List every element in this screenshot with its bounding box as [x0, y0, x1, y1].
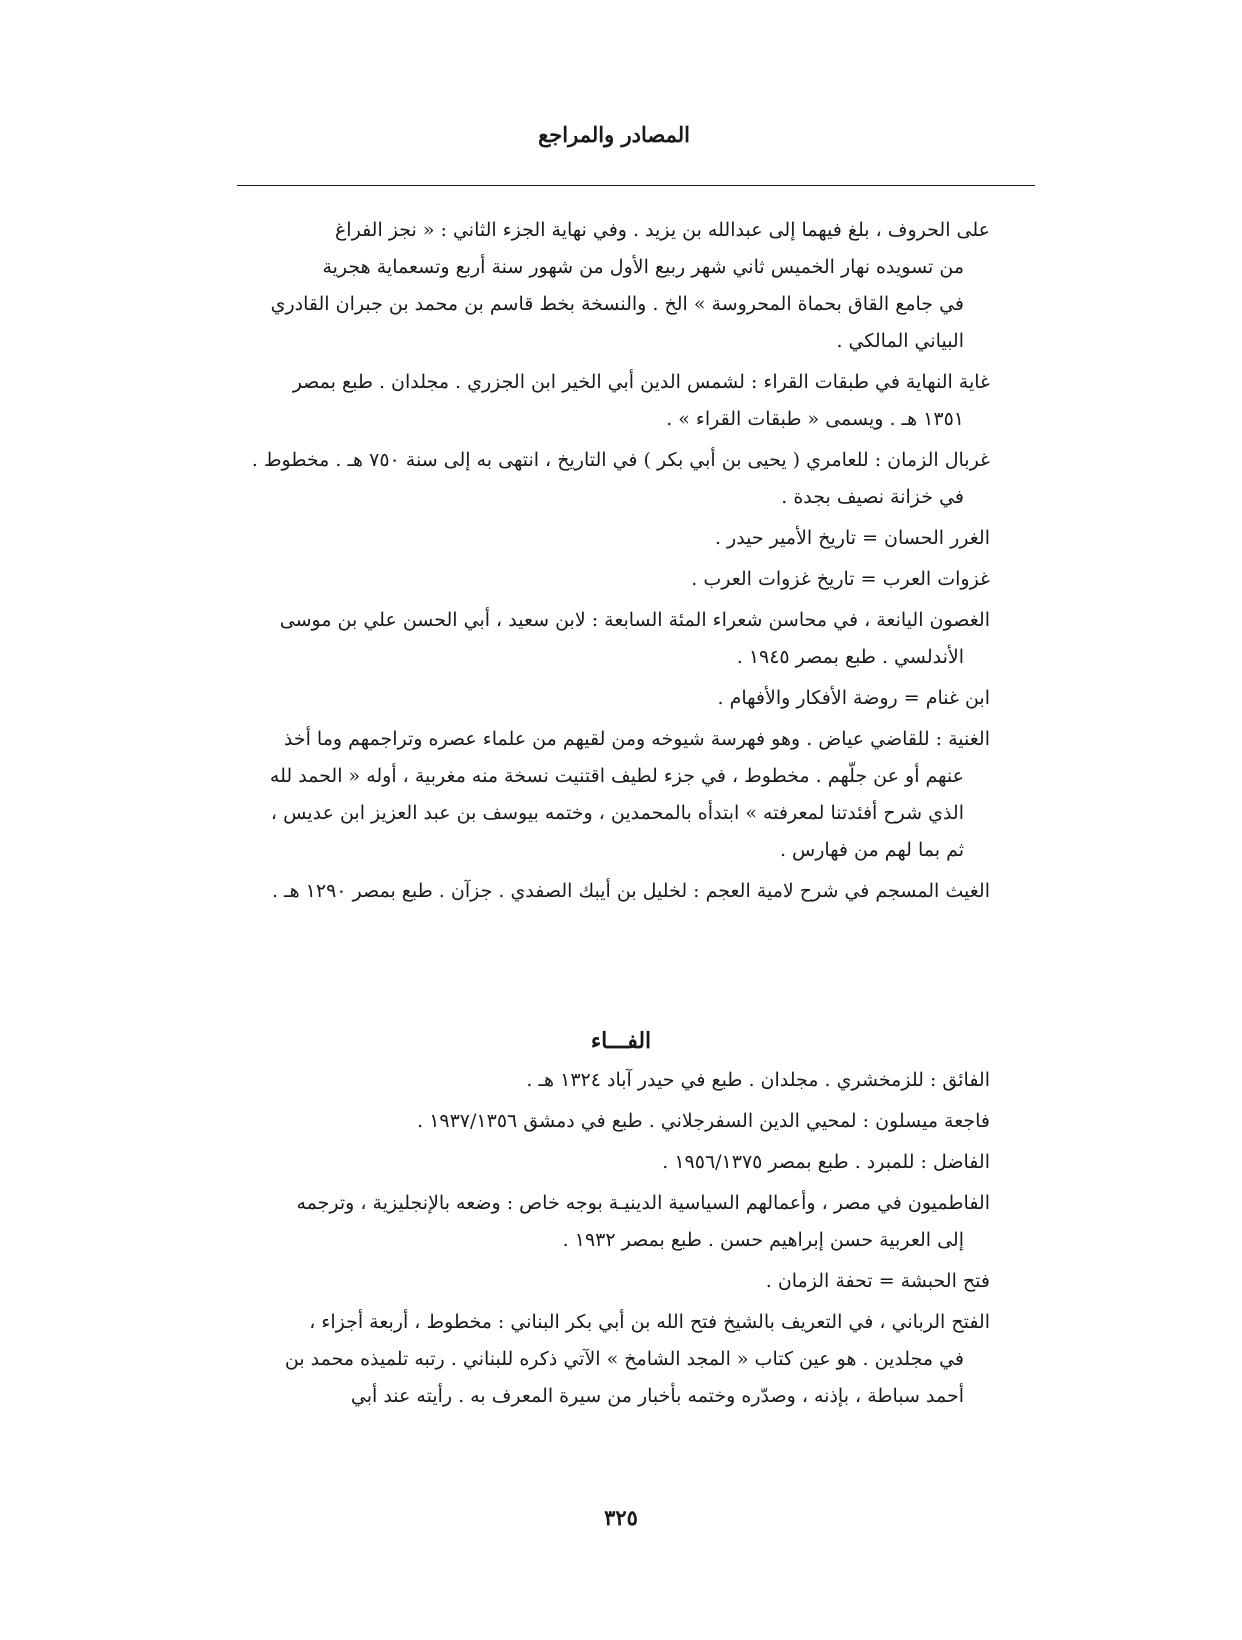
bibliography-entry — [232, 364, 990, 438]
bibliography-entry — [232, 1304, 990, 1415]
entry-first-line: الفتح الرباني ، في التعريف بالشيخ فتح الله بن أبي بكر البناني : مخطوط ، أربعة أجزاء ، — [309, 1311, 990, 1333]
bibliography-entry — [232, 1062, 990, 1099]
section-heading-fa: الفـــاء — [590, 1028, 652, 1054]
entry-continuation-line: عنهم أو عن جلّهم . مخطوط ، في جزء لطيف اقتنيت نسخة منه مغربية ، أوله « الحمد لله — [269, 765, 964, 787]
entry-continuation-line: ثم بما لهم من فهارس . — [779, 839, 964, 861]
entry-continuation-line: في خزانة نصيف بجدة . — [781, 486, 964, 508]
bibliography-entry — [232, 1263, 990, 1300]
page-number: ٣٢٥ — [604, 1505, 638, 1530]
bibliography-entry — [232, 602, 990, 676]
bibliography-entry — [232, 721, 990, 869]
bibliography-entry — [232, 520, 990, 557]
entry-first-line: الغنية : للقاضي عياض . وهو فهرسة شيوخه ومن لقيهم من علماء عصره وتراجمهم وما أخذ — [283, 728, 990, 750]
entry-first-line: الفائق : للزمخشري . مجلدان . طبع في حيدر آباد ١٣٢٤ هـ . — [526, 1069, 990, 1091]
entry-first-line: فتح الحبشة = تحفة الزمان . — [765, 1270, 990, 1292]
entries-block-fa — [232, 1062, 990, 1419]
entry-first-line: فاجعة ميسلون : لمحيي الدين السفرجلاني . طبع في دمشق ١٩٣٧/١٣٥٦ . — [417, 1110, 990, 1132]
entry-first-line: غزوات العرب = تاريخ غزوات العرب . — [691, 568, 990, 590]
entry-first-line: غربال الزمان : للعامري ( يحيى بن أبي بكر ) في التاريخ ، انتهى به إلى سنة ٧٥٠ هـ . مخطوط . — [251, 449, 990, 471]
entries-block-ghayn-1 — [232, 212, 990, 602]
header-rule — [237, 185, 1035, 186]
bibliography-entry — [232, 1185, 990, 1259]
entry-first-line: على الحروف ، بلغ فيهما إلى عبدالله بن يزيد . وفي نهاية الجزء الثاني : « نجز الفراغ — [334, 219, 990, 241]
bibliography-entry — [232, 212, 990, 360]
entry-continuation-line: البياني المالكي . — [836, 330, 964, 352]
bibliography-entry — [232, 442, 990, 516]
running-header: المصادر والمراجع — [538, 122, 690, 147]
entry-first-line: الفاطميون في مصر ، وأعمالهم السياسية الدينيـة بوجه خاص : وضعه بالإنجليزية ، وترجمه — [296, 1192, 990, 1214]
entry-continuation-line: ١٣٥١ هـ . ويسمى « طبقات القراء » . — [666, 408, 964, 430]
bibliography-entry — [232, 1144, 990, 1181]
entry-first-line: غاية النهاية في طبقات القراء : لشمس الدين أبي الخير ابن الجزري . مجلدان . طبع بمصر — [292, 371, 990, 393]
bibliography-entry — [232, 873, 990, 910]
entry-first-line: الغرر الحسان = تاريخ الأمير حيدر . — [714, 527, 990, 549]
entry-first-line: الفاضل : للمبرد . طبع بمصر ١٩٥٦/١٣٧٥ . — [662, 1151, 990, 1173]
entry-continuation-line: من تسويده نهار الخميس ثاني شهر ربيع الأول من شهور سنة أربع وتسعماية هجرية — [322, 256, 964, 278]
bibliography-entry — [232, 680, 990, 717]
entry-first-line: الغصون اليانعة ، في محاسن شعراء المئة السابعة : لابن سعيد ، أبي الحسن علي بن موسى — [279, 609, 990, 631]
entries-block-ghayn-2 — [232, 602, 990, 914]
entry-first-line: الغيث المسجم في شرح لامية العجم : لخليل بن أيبك الصفدي . جزآن . طبع بمصر ١٢٩٠ هـ . — [271, 880, 990, 902]
entry-continuation-line: أحمد سباطة ، بإذنه ، وصدّره وختمه بأخبار من سيرة المعرف به . رأيته عند أبي — [350, 1385, 964, 1407]
bibliography-entry — [232, 561, 990, 598]
bibliography-entry — [232, 1103, 990, 1140]
entry-continuation-line: في مجلدين . هو عين كتاب « المجد الشامخ » الآتي ذكره للبناني . رتبه تلميذه محمد بن — [284, 1348, 964, 1370]
entry-continuation-line: إلى العربية حسن إبراهيم حسن . طبع بمصر ١٩٣٢ . — [562, 1229, 964, 1251]
entry-continuation-line: الأندلسي . طبع بمصر ١٩٤٥ . — [736, 646, 964, 668]
entry-continuation-line: الذي شرح أفئدتنا لمعرفته » ابتدأه بالمحمدين ، وختمه بيوسف بن عبد العزيز ابن عديس ، — [270, 802, 964, 824]
entry-first-line: ابن غنام = روضة الأفكار والأفهام . — [717, 687, 990, 709]
entry-continuation-line: في جامع القاق بحماة المحروسة » الخ . والنسخة بخط قاسم بن محمد بن جبران القادري — [270, 293, 964, 315]
